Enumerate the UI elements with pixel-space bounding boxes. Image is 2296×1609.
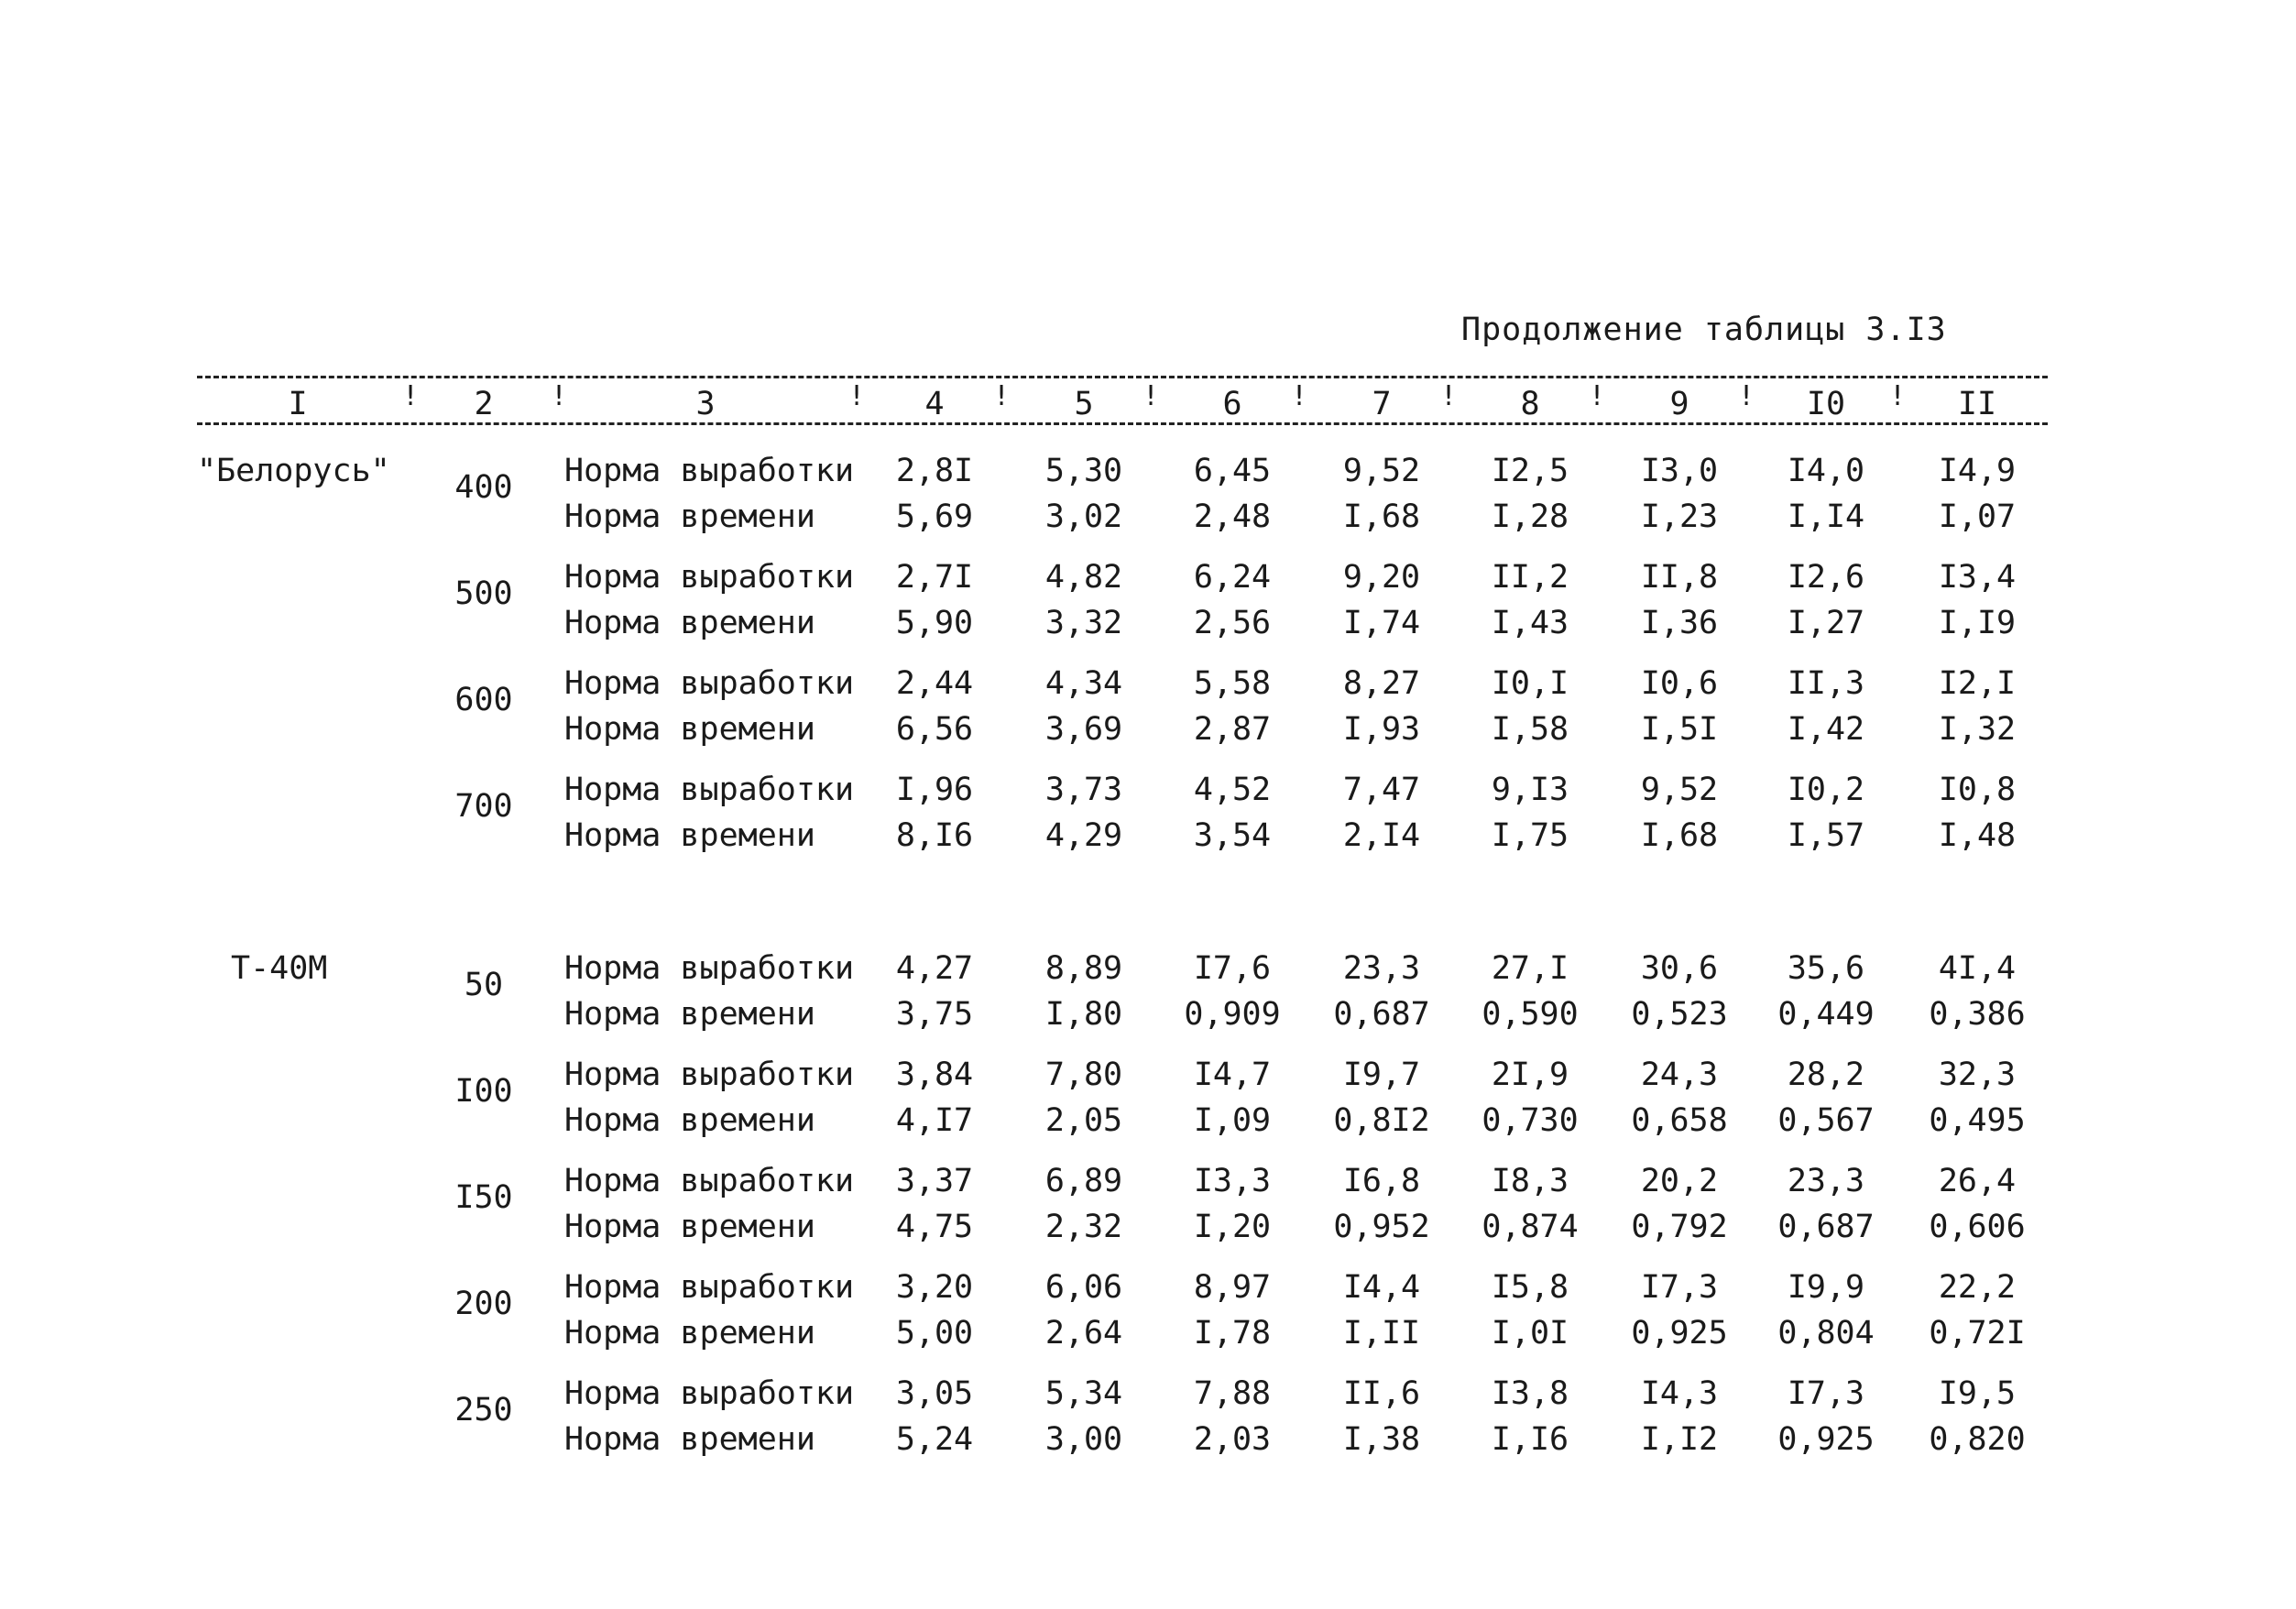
table-cell: 4,52 [1193, 772, 1272, 808]
table-cell: 30,6 [1640, 950, 1719, 987]
table-cell: 8,27 [1342, 665, 1421, 702]
time-norm-label: Норма времени [564, 1421, 815, 1458]
table-cell: I4,4 [1342, 1269, 1421, 1306]
table-cell: 35,6 [1787, 950, 1865, 987]
table-cell: I,74 [1342, 605, 1421, 641]
table-cell: 9,I3 [1491, 772, 1569, 808]
column-number-4: 4 [924, 386, 945, 422]
table-cell: I3,3 [1193, 1163, 1272, 1199]
table-cell: 3,05 [895, 1375, 974, 1412]
time-norm-label: Норма времени [564, 996, 815, 1033]
table-cell: 2,I4 [1342, 817, 1421, 854]
column-separator: ! [1738, 380, 1755, 412]
table-cell: I2,I [1938, 665, 2017, 702]
table-cell: I,42 [1787, 711, 1865, 748]
table-cell: 0,792 [1631, 1209, 1728, 1245]
column-number-5: 5 [1074, 386, 1094, 422]
load-value: 400 [454, 469, 513, 506]
table-cell: 4,82 [1044, 559, 1123, 596]
table-cell: 0,590 [1481, 996, 1579, 1033]
table-cell: I,0I [1491, 1315, 1569, 1352]
table-cell: 3,37 [895, 1163, 974, 1199]
time-norm-label: Норма времени [564, 498, 815, 535]
table-cell: I4,0 [1787, 453, 1865, 489]
table-cell: 2,48 [1193, 498, 1272, 535]
table-cell: 6,24 [1193, 559, 1272, 596]
time-norm-label: Норма времени [564, 605, 815, 641]
column-separator: ! [1440, 380, 1458, 412]
table-cell: I7,6 [1193, 950, 1272, 987]
table-cell: 0,952 [1333, 1209, 1430, 1245]
table-cell: I7,3 [1787, 1375, 1865, 1412]
table-cell: I9,5 [1938, 1375, 2017, 1412]
table-cell: 2,44 [895, 665, 974, 702]
table-cell: 0,495 [1929, 1102, 2026, 1139]
column-number-11: II [1957, 386, 1997, 422]
table-cell: I,58 [1491, 711, 1569, 748]
table-cell: 5,24 [895, 1421, 974, 1458]
table-cell: 0,687 [1333, 996, 1430, 1033]
table-cell: 5,30 [1044, 453, 1123, 489]
column-separator: ! [1889, 380, 1907, 412]
load-value: 600 [454, 682, 513, 718]
table-cell: I,I6 [1491, 1421, 1569, 1458]
load-value: 700 [454, 788, 513, 825]
table-cell: 3,32 [1044, 605, 1123, 641]
table-cell: 7,80 [1044, 1056, 1123, 1093]
table-cell: II,2 [1491, 559, 1569, 596]
table-cell: 9,52 [1640, 772, 1719, 808]
table-cell: 3,69 [1044, 711, 1123, 748]
column-separator: ! [1143, 380, 1160, 412]
column-number-9: 9 [1669, 386, 1689, 422]
table-cell: I0,2 [1787, 772, 1865, 808]
output-norm-label: Норма выработки [564, 665, 855, 702]
table-cell: 9,52 [1342, 453, 1421, 489]
output-norm-label: Норма выработки [564, 453, 855, 489]
table-cell: I,36 [1640, 605, 1719, 641]
table-cell: I4,7 [1193, 1056, 1272, 1093]
table-cell: 3,84 [895, 1056, 974, 1093]
table-cell: I,07 [1938, 498, 2017, 535]
table-cell: 4I,4 [1938, 950, 2017, 987]
table-cell: 8,97 [1193, 1269, 1272, 1306]
table-cell: 6,45 [1193, 453, 1272, 489]
table-cell: I9,7 [1342, 1056, 1421, 1093]
table-cell: 4,I7 [895, 1102, 974, 1139]
table-cell: 5,58 [1193, 665, 1272, 702]
table-cell: 5,90 [895, 605, 974, 641]
header-rule-top [197, 376, 2048, 378]
column-number-1: I [288, 386, 308, 422]
table-cell: 5,00 [895, 1315, 974, 1352]
table-cell: I3,8 [1491, 1375, 1569, 1412]
column-number-7: 7 [1372, 386, 1392, 422]
table-cell: II,3 [1787, 665, 1865, 702]
table-cell: 22,2 [1938, 1269, 2017, 1306]
load-value: I50 [454, 1179, 513, 1216]
table-cell: I,80 [1044, 996, 1123, 1033]
table-cell: I,20 [1193, 1209, 1272, 1245]
table-cell: I2,5 [1491, 453, 1569, 489]
table-cell: I2,6 [1787, 559, 1865, 596]
table-cell: 24,3 [1640, 1056, 1719, 1093]
table-cell: I,I4 [1787, 498, 1865, 535]
header-rule-bottom [197, 422, 2048, 425]
table-cell: 0,874 [1481, 1209, 1579, 1245]
output-norm-label: Норма выработки [564, 1269, 855, 1306]
time-norm-label: Норма времени [564, 1315, 815, 1352]
time-norm-label: Норма времени [564, 1209, 815, 1245]
table-cell: 2I,9 [1491, 1056, 1569, 1093]
load-value: I00 [454, 1073, 513, 1110]
column-number-3: 3 [695, 386, 716, 422]
table-cell: I,27 [1787, 605, 1865, 641]
table-cell: 0,820 [1929, 1421, 2026, 1458]
table-cell: I0,I [1491, 665, 1569, 702]
tractor-name: Т-40М [231, 950, 328, 987]
table-cell: 8,89 [1044, 950, 1123, 987]
column-number-10: I0 [1806, 386, 1846, 422]
table-cell: 7,47 [1342, 772, 1421, 808]
table-cell: I,5I [1640, 711, 1719, 748]
load-value: 50 [464, 967, 504, 1003]
table-cell: 4,27 [895, 950, 974, 987]
table-cell: I,32 [1938, 711, 2017, 748]
load-value: 200 [454, 1286, 513, 1322]
table-cell: 23,3 [1787, 1163, 1865, 1199]
table-cell: I,75 [1491, 817, 1569, 854]
table-cell: I,93 [1342, 711, 1421, 748]
table-cell: 9,20 [1342, 559, 1421, 596]
time-norm-label: Норма времени [564, 1102, 815, 1139]
column-number-8: 8 [1520, 386, 1540, 422]
table-cell: I,68 [1640, 817, 1719, 854]
table-cell: 23,3 [1342, 950, 1421, 987]
table-cell: 4,34 [1044, 665, 1123, 702]
table-cell: 7,88 [1193, 1375, 1272, 1412]
table-cell: I,43 [1491, 605, 1569, 641]
column-separator: ! [402, 380, 420, 412]
table-cell: I6,8 [1342, 1163, 1421, 1199]
table-cell: 3,00 [1044, 1421, 1123, 1458]
table-cell: 5,69 [895, 498, 974, 535]
table-cell: 8,I6 [895, 817, 974, 854]
table-cell: 2,7I [895, 559, 974, 596]
time-norm-label: Норма времени [564, 817, 815, 854]
output-norm-label: Норма выработки [564, 1163, 855, 1199]
table-cell: 6,06 [1044, 1269, 1123, 1306]
table-cell: 0,925 [1631, 1315, 1728, 1352]
table-cell: 0,804 [1777, 1315, 1875, 1352]
table-cell: 32,3 [1938, 1056, 2017, 1093]
table-cell: I,II [1342, 1315, 1421, 1352]
column-number-2: 2 [474, 386, 494, 422]
table-cell: I5,8 [1491, 1269, 1569, 1306]
output-norm-label: Норма выработки [564, 1056, 855, 1093]
table-cell: 3,75 [895, 996, 974, 1033]
table-cell: I4,3 [1640, 1375, 1719, 1412]
table-cell: 0,386 [1929, 996, 2026, 1033]
output-norm-label: Норма выработки [564, 772, 855, 808]
table-cell: I7,3 [1640, 1269, 1719, 1306]
table-cell: I,96 [895, 772, 974, 808]
table-cell: I,28 [1491, 498, 1569, 535]
load-value: 250 [454, 1392, 513, 1428]
table-cell: I,38 [1342, 1421, 1421, 1458]
table-cell: 2,32 [1044, 1209, 1123, 1245]
table-cell: 0,909 [1184, 996, 1281, 1033]
table-cell: I4,9 [1938, 453, 2017, 489]
table-cell: I,78 [1193, 1315, 1272, 1352]
column-number-row [0, 380, 2296, 424]
column-separator: ! [551, 380, 568, 412]
table-cell: 2,03 [1193, 1421, 1272, 1458]
table-cell: 3,73 [1044, 772, 1123, 808]
table-cell: 3,20 [895, 1269, 974, 1306]
table-cell: I,09 [1193, 1102, 1272, 1139]
table-cell: 27,I [1491, 950, 1569, 987]
table-cell: 5,34 [1044, 1375, 1123, 1412]
table-cell: 2,8I [895, 453, 974, 489]
table-cell: 0,925 [1777, 1421, 1875, 1458]
column-separator: ! [848, 380, 866, 412]
table-cell: 4,75 [895, 1209, 974, 1245]
table-cell: 0,658 [1631, 1102, 1728, 1139]
table-cell: 0,523 [1631, 996, 1728, 1033]
table-cell: II,6 [1342, 1375, 1421, 1412]
table-cell: 0,449 [1777, 996, 1875, 1033]
table-cell: 0,606 [1929, 1209, 2026, 1245]
table-cell: I,68 [1342, 498, 1421, 535]
output-norm-label: Норма выработки [564, 950, 855, 987]
table-cell: 3,02 [1044, 498, 1123, 535]
table-cell: 0,72I [1929, 1315, 2026, 1352]
table-cell: I,57 [1787, 817, 1865, 854]
load-value: 500 [454, 575, 513, 612]
column-separator: ! [1589, 380, 1606, 412]
table-cell: 6,89 [1044, 1163, 1123, 1199]
table-cell: 20,2 [1640, 1163, 1719, 1199]
table-cell: 0,687 [1777, 1209, 1875, 1245]
table-cell: I3,0 [1640, 453, 1719, 489]
output-norm-label: Норма выработки [564, 1375, 855, 1412]
table-cell: 4,29 [1044, 817, 1123, 854]
table-cell: 2,56 [1193, 605, 1272, 641]
table-cell: 26,4 [1938, 1163, 2017, 1199]
table-cell: 0,8I2 [1333, 1102, 1430, 1139]
table-cell: 0,567 [1777, 1102, 1875, 1139]
table-cell: 3,54 [1193, 817, 1272, 854]
table-cell: 0,730 [1481, 1102, 1579, 1139]
time-norm-label: Норма времени [564, 711, 815, 748]
table-cell: I9,9 [1787, 1269, 1865, 1306]
tractor-name: "Белорусь" [197, 453, 390, 489]
table-cell: I0,6 [1640, 665, 1719, 702]
table-cell: 2,05 [1044, 1102, 1123, 1139]
table-cell: I,I2 [1640, 1421, 1719, 1458]
table-cell: I3,4 [1938, 559, 2017, 596]
table-cell: 28,2 [1787, 1056, 1865, 1093]
table-cell: 6,56 [895, 711, 974, 748]
table-cell: II,8 [1640, 559, 1719, 596]
column-separator: ! [993, 380, 1011, 412]
column-separator: ! [1291, 380, 1308, 412]
table-cell: I0,8 [1938, 772, 2017, 808]
table-cell: 2,87 [1193, 711, 1272, 748]
table-cell: I,I9 [1938, 605, 2017, 641]
output-norm-label: Норма выработки [564, 559, 855, 596]
column-number-6: 6 [1222, 386, 1242, 422]
table-caption: Продолжение таблицы 3.I3 [1461, 312, 1947, 348]
table-cell: I,23 [1640, 498, 1719, 535]
table-cell: I8,3 [1491, 1163, 1569, 1199]
table-cell: I,48 [1938, 817, 2017, 854]
table-cell: 2,64 [1044, 1315, 1123, 1352]
